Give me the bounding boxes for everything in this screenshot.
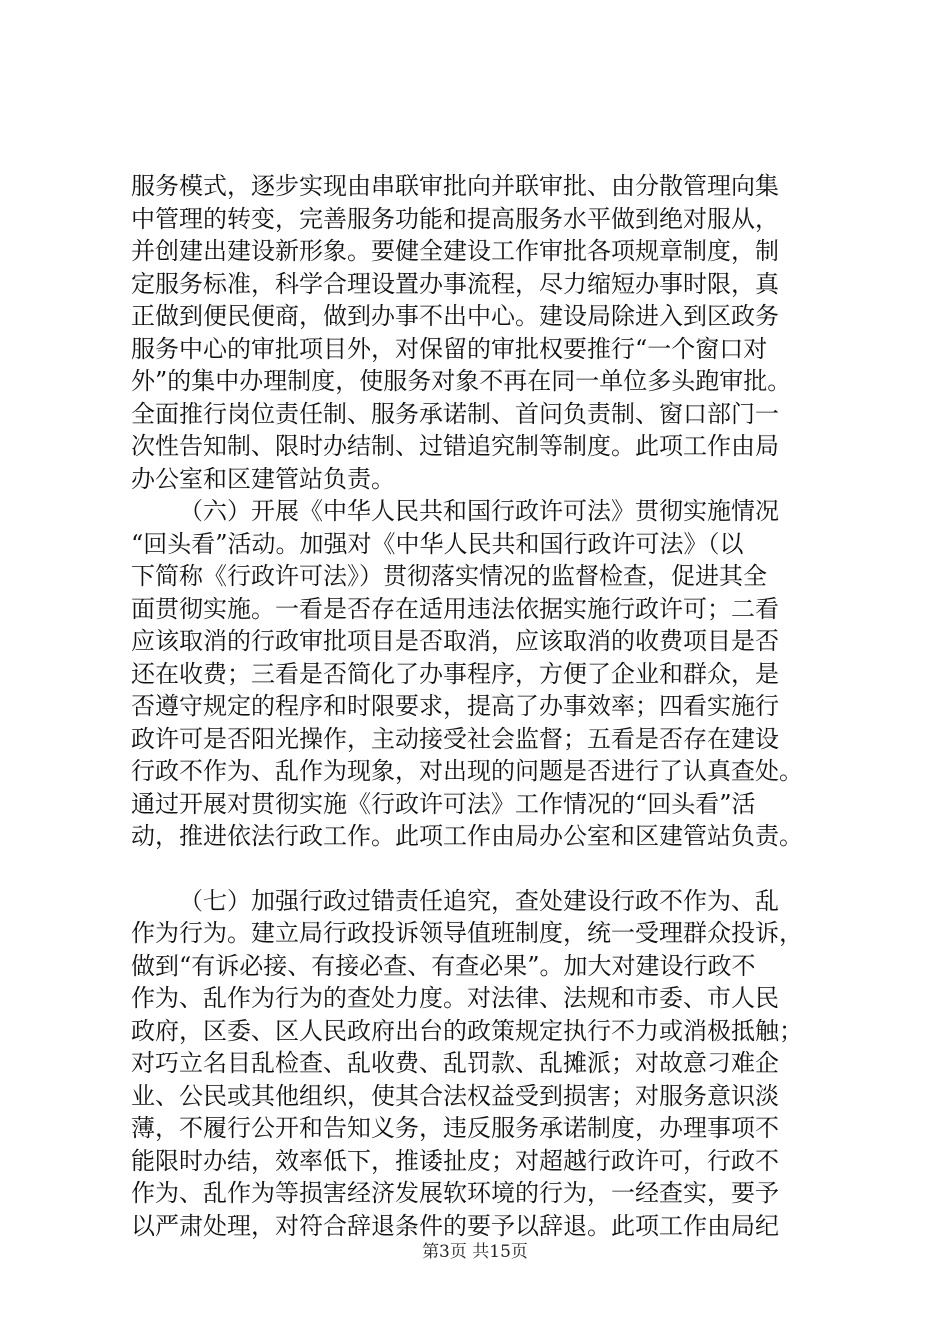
text-line: 办公室和区建管站负责。 — [131, 464, 395, 493]
text-line: 行政不作为、乱作为现象，对出现的问题是否进行了认真查处。 — [131, 757, 803, 785]
paragraph-service-mode — [131, 170, 831, 495]
paragraph-section-six — [131, 495, 831, 853]
text-line: 业、公民或其他组织，使其合法权益受到损害；对服务意识淡 — [131, 1081, 779, 1110]
text-line-indented: （六）开展《中华人民共和国行政许可法》贯彻实施情况 — [179, 497, 779, 525]
text-line: 作为、乱作为等损害经济发展软环境的行为，一经查实，要予 — [131, 1179, 779, 1207]
text-line: 服务中心的审批项目外，对保留的审批权要推行“一个窗口对 — [131, 334, 768, 363]
text-line: 定服务标准，科学合理设置办事流程，尽力缩短办事时限，真 — [131, 269, 779, 298]
text-line: 次性告知制、限时办结制、过错追究制等制度。此项工作由局 — [131, 432, 779, 460]
text-line: 薄，不履行公开和告知义务，违反服务承诺制度，办理事项不 — [131, 1114, 779, 1142]
text-line: 正做到便民便商，做到办事不出中心。建设局除进入到区政务 — [131, 302, 779, 330]
text-line: 能限时办结，效率低下，推诿扯皮；对超越行政许可，行政不 — [131, 1146, 779, 1175]
text-line: 政府，区委、区人民政府出台的政策规定执行不力或消极抵触； — [131, 1016, 803, 1045]
text-line: 动，推进依法行政工作。此项工作由局办公室和区建管站负责。 — [131, 822, 803, 850]
text-line: 作为行为。建立局行政投诉领导值班制度，统一受理群众投诉， — [131, 919, 803, 947]
text-line-indented: （七）加强行政过错责任追究，查处建设行政不作为、乱 — [179, 886, 779, 915]
text-line: 通过开展对贯彻实施《行政许可法》工作情况的“回头看”活 — [131, 789, 756, 818]
text-line: 应该取消的行政审批项目是否取消，应该取消的收费项目是否 — [131, 627, 779, 655]
text-line: 还在收费；三看是否简化了办事程序，方便了企业和群众，是 — [131, 659, 779, 688]
text-line: 面贯彻实施。一看是否存在适用违法依据实施行政许可；二看 — [131, 594, 779, 623]
text-line: 全面推行岗位责任制、服务承诺制、首问负责制、窗口部门一 — [131, 399, 779, 428]
text-line: 以严肃处理，对符合辞退条件的要予以辞退。此项工作由局纪 — [131, 1211, 779, 1240]
paragraph-section-seven — [131, 885, 831, 1243]
text-line: “回头看”活动。加强对《中华人民共和国行政许可法》（以 — [131, 529, 744, 558]
text-line: 对巧立名目乱检查、乱收费、乱罚款、乱摊派；对故意刁难企 — [131, 1049, 779, 1077]
text-line: 下简称《行政许可法》）贯彻落实情况的监督检查，促进其全 — [131, 562, 767, 590]
text-line: 政许可是否阳光操作，主动接受社会监督；五看是否存在建设 — [131, 724, 779, 753]
text-line: 作为、乱作为行为的查处力度。对法律、法规和市委、市人民 — [131, 984, 779, 1012]
text-line: 并创建出建设新形象。要健全建设工作审批各项规章制度，制 — [131, 237, 779, 265]
page-number-footer: 第3页 共15页 — [422, 1242, 528, 1262]
text-line: 做到“有诉必接、有接必查、有查必果”。加大对建设行政不 — [131, 951, 756, 980]
text-line: 中管理的转变，完善服务功能和提高服务水平做到绝对服从， — [131, 204, 779, 233]
paragraph-spacer — [131, 853, 831, 885]
document-body — [131, 170, 831, 1242]
text-line: 否遵守规定的程序和时限要求，提高了办事效率；四看实施行 — [131, 692, 779, 720]
text-line: 外”的集中办理制度，使服务对象不再在同一单位多头跑审批。 — [131, 367, 792, 395]
text-line: 服务模式，逐步实现由串联审批向并联审批、由分散管理向集 — [131, 172, 779, 200]
